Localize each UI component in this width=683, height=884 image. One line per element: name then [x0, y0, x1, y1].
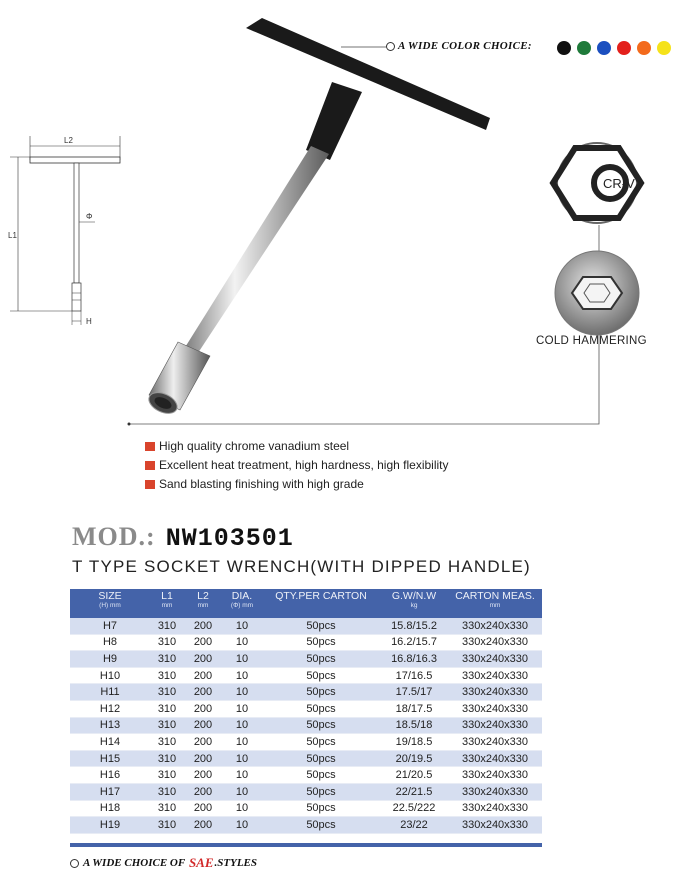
red-square-bullet-icon	[145, 442, 155, 451]
table-cell: 310	[157, 669, 177, 682]
table-cell: 200	[193, 735, 213, 748]
table-row	[70, 734, 542, 751]
table-cell: H19	[70, 817, 150, 834]
table-cell: 10	[235, 735, 249, 748]
table-cell: 200	[184, 783, 222, 800]
t-handle	[246, 18, 490, 160]
feature-text: Sand blasting finishing with high grade	[159, 477, 364, 491]
table-cell: 50pcs	[306, 769, 336, 782]
table-cell: 330x240x330	[461, 636, 529, 649]
table-cell: H8	[102, 636, 118, 649]
table-cell: 10	[235, 669, 249, 682]
table-cell: 15.8/15.2	[380, 618, 448, 634]
table-header-row	[70, 589, 542, 618]
table-cell: 50pcs	[306, 702, 336, 715]
column-header	[222, 589, 262, 618]
table-cell: 330x240x330	[448, 750, 542, 767]
table-cell: H10	[99, 669, 121, 682]
table-cell: 310	[150, 618, 184, 634]
dim-l2-label: L2	[64, 136, 73, 145]
crv-label: CR-V	[603, 176, 635, 191]
feature-item	[145, 475, 449, 494]
table-cell: 20/19.5	[380, 750, 448, 767]
column-header-label: DIA.	[231, 590, 253, 602]
product-illustration	[0, 0, 683, 440]
dim-dia-label: Φ	[86, 212, 93, 221]
table-cell: 19/18.5	[395, 735, 433, 748]
model-label: MOD.:	[72, 522, 156, 551]
table-row	[70, 817, 542, 834]
column-header-unit: mm	[489, 602, 501, 609]
table-cell: 22.5/222	[392, 802, 436, 815]
table-cell: 10	[222, 651, 262, 668]
table-cell: 16.2/15.7	[391, 636, 437, 649]
sae-suffix: .STYLES	[214, 857, 258, 869]
table-row	[70, 800, 542, 817]
table-cell: 200	[193, 802, 213, 815]
table-cell: 200	[193, 669, 213, 682]
table-cell: 330x240x330	[448, 684, 542, 701]
table-cell: 10	[222, 750, 262, 767]
table-cell: 200	[193, 702, 213, 715]
table-cell: 330x240x330	[461, 702, 529, 715]
table-cell: 50pcs	[262, 783, 380, 800]
table-cell: 330x240x330	[461, 669, 529, 682]
table-cell: 50pcs	[306, 636, 336, 649]
column-header-label: G.W/N.W	[391, 590, 437, 602]
table-cell: 310	[150, 651, 184, 668]
table-cell: 50pcs	[262, 717, 380, 734]
column-header-unit: mm	[197, 602, 209, 609]
table-cell: 50pcs	[262, 817, 380, 834]
table-cell: 10	[222, 717, 262, 734]
table-cell: 310	[157, 735, 177, 748]
table-cell: 330x240x330	[448, 817, 542, 834]
table-cell: 10	[222, 817, 262, 834]
table-cell: 10	[235, 769, 249, 782]
table-cell: 50pcs	[306, 669, 336, 682]
cold-hammering-label: COLD HAMMERING	[536, 335, 647, 347]
table-cell: 310	[150, 750, 184, 767]
table-cell: H18	[99, 802, 121, 815]
table-cell: H7	[70, 618, 150, 634]
sae-prefix: A WIDE CHOICE OF	[83, 857, 186, 869]
table-cell: 330x240x330	[461, 769, 529, 782]
table-cell: 17/16.5	[395, 669, 433, 682]
table-cell: 330x240x330	[448, 783, 542, 800]
table-row	[70, 618, 542, 634]
table-row	[70, 717, 542, 734]
sae-word: SAE	[188, 855, 214, 870]
table-row	[70, 684, 542, 701]
column-header-label: CARTON MEAS.	[455, 590, 535, 602]
column-header	[380, 589, 448, 618]
table-cell: 18/17.5	[395, 702, 433, 715]
table-cell: 21/20.5	[395, 769, 433, 782]
table-cell: 22/21.5	[380, 783, 448, 800]
table-cell: 310	[150, 717, 184, 734]
table-cell: 200	[184, 684, 222, 701]
table-row	[70, 634, 542, 651]
table-cell: 10	[235, 802, 249, 815]
column-header	[184, 589, 222, 618]
column-header	[70, 589, 150, 618]
table-cell: 50pcs	[306, 735, 336, 748]
table-row	[70, 651, 542, 668]
table-cell: 310	[150, 783, 184, 800]
table-cell: 200	[193, 769, 213, 782]
model-number: NW103501	[165, 524, 294, 553]
table-cell: H14	[99, 735, 121, 748]
table-row	[70, 667, 542, 684]
table-cell: 330x240x330	[448, 618, 542, 634]
table-cell: 310	[157, 802, 177, 815]
table-cell: 200	[193, 636, 213, 649]
table-cell: 17.5/17	[380, 684, 448, 701]
column-header-label: L2	[197, 590, 209, 602]
red-square-bullet-icon	[145, 461, 155, 470]
column-header-unit: (Φ) mm	[230, 602, 254, 609]
column-header-unit: kg	[410, 602, 418, 609]
table-cell: 200	[184, 717, 222, 734]
table-row	[70, 783, 542, 800]
table-body	[70, 618, 542, 833]
table-cell: 10	[222, 618, 262, 634]
model-line	[72, 522, 294, 553]
table-cell: H17	[70, 783, 150, 800]
dim-l1-label: L1	[8, 231, 17, 240]
table-row	[70, 750, 542, 767]
table-cell: 200	[184, 618, 222, 634]
table-cell: H15	[70, 750, 150, 767]
table-cell: 23/22	[380, 817, 448, 834]
table-cell: H9	[70, 651, 150, 668]
dimension-diagram	[8, 136, 120, 326]
table-cell: H12	[99, 702, 121, 715]
table-cell: 10	[235, 702, 249, 715]
table-cell: 10	[235, 636, 249, 649]
table-bottom-bar	[70, 843, 542, 847]
table-cell: 50pcs	[262, 651, 380, 668]
table-cell: H13	[70, 717, 150, 734]
table-cell: 310	[150, 684, 184, 701]
color-choice-text: A WIDE COLOR CHOICE:	[398, 40, 532, 52]
table-row	[70, 767, 542, 784]
feature-item	[145, 437, 449, 456]
column-header	[150, 589, 184, 618]
table-cell: 310	[157, 769, 177, 782]
wrench-socket	[146, 342, 210, 417]
table-cell: 310	[157, 636, 177, 649]
feature-text: Excellent heat treatment, high hardness, high flexibility	[159, 458, 449, 472]
feature-item	[145, 456, 449, 475]
column-header	[448, 589, 542, 618]
column-header-unit: mm	[161, 602, 173, 609]
table-cell: 310	[150, 817, 184, 834]
table-cell: 330x240x330	[461, 735, 529, 748]
table-cell: 50pcs	[262, 618, 380, 634]
table-cell: 16.8/16.3	[380, 651, 448, 668]
spec-table	[70, 589, 542, 834]
table-cell: 18.5/18	[380, 717, 448, 734]
table-cell: 50pcs	[262, 750, 380, 767]
cold-hammering-badge	[555, 251, 639, 335]
table-cell: 10	[222, 783, 262, 800]
table-cell: 10	[222, 684, 262, 701]
table-cell: 330x240x330	[448, 651, 542, 668]
column-header-unit: (H) mm	[99, 602, 121, 609]
sae-styles-line	[70, 855, 257, 871]
table-cell: 50pcs	[262, 684, 380, 701]
dim-h-label: H	[86, 317, 92, 326]
table-cell: 50pcs	[306, 802, 336, 815]
table-cell: 330x240x330	[461, 802, 529, 815]
column-header-label: QTY.PER CARTON	[275, 590, 367, 602]
table-cell: H16	[99, 769, 121, 782]
table-cell: 200	[184, 817, 222, 834]
feature-text: High quality chrome vanadium steel	[159, 439, 350, 453]
bullet-circle-icon	[70, 859, 79, 868]
feature-list	[145, 437, 449, 494]
column-header	[262, 589, 380, 618]
wrench-shaft	[184, 146, 329, 356]
column-header-label: SIZE	[98, 590, 122, 602]
table-cell: 330x240x330	[448, 717, 542, 734]
column-header-label: L1	[161, 590, 173, 602]
table-cell: 310	[157, 702, 177, 715]
table-row	[70, 700, 542, 717]
table-cell: 200	[184, 750, 222, 767]
red-square-bullet-icon	[145, 480, 155, 489]
table-cell: 200	[184, 651, 222, 668]
table-cell: H11	[70, 684, 150, 701]
product-title: T TYPE SOCKET WRENCH(WITH DIPPED HANDLE)	[72, 557, 531, 576]
